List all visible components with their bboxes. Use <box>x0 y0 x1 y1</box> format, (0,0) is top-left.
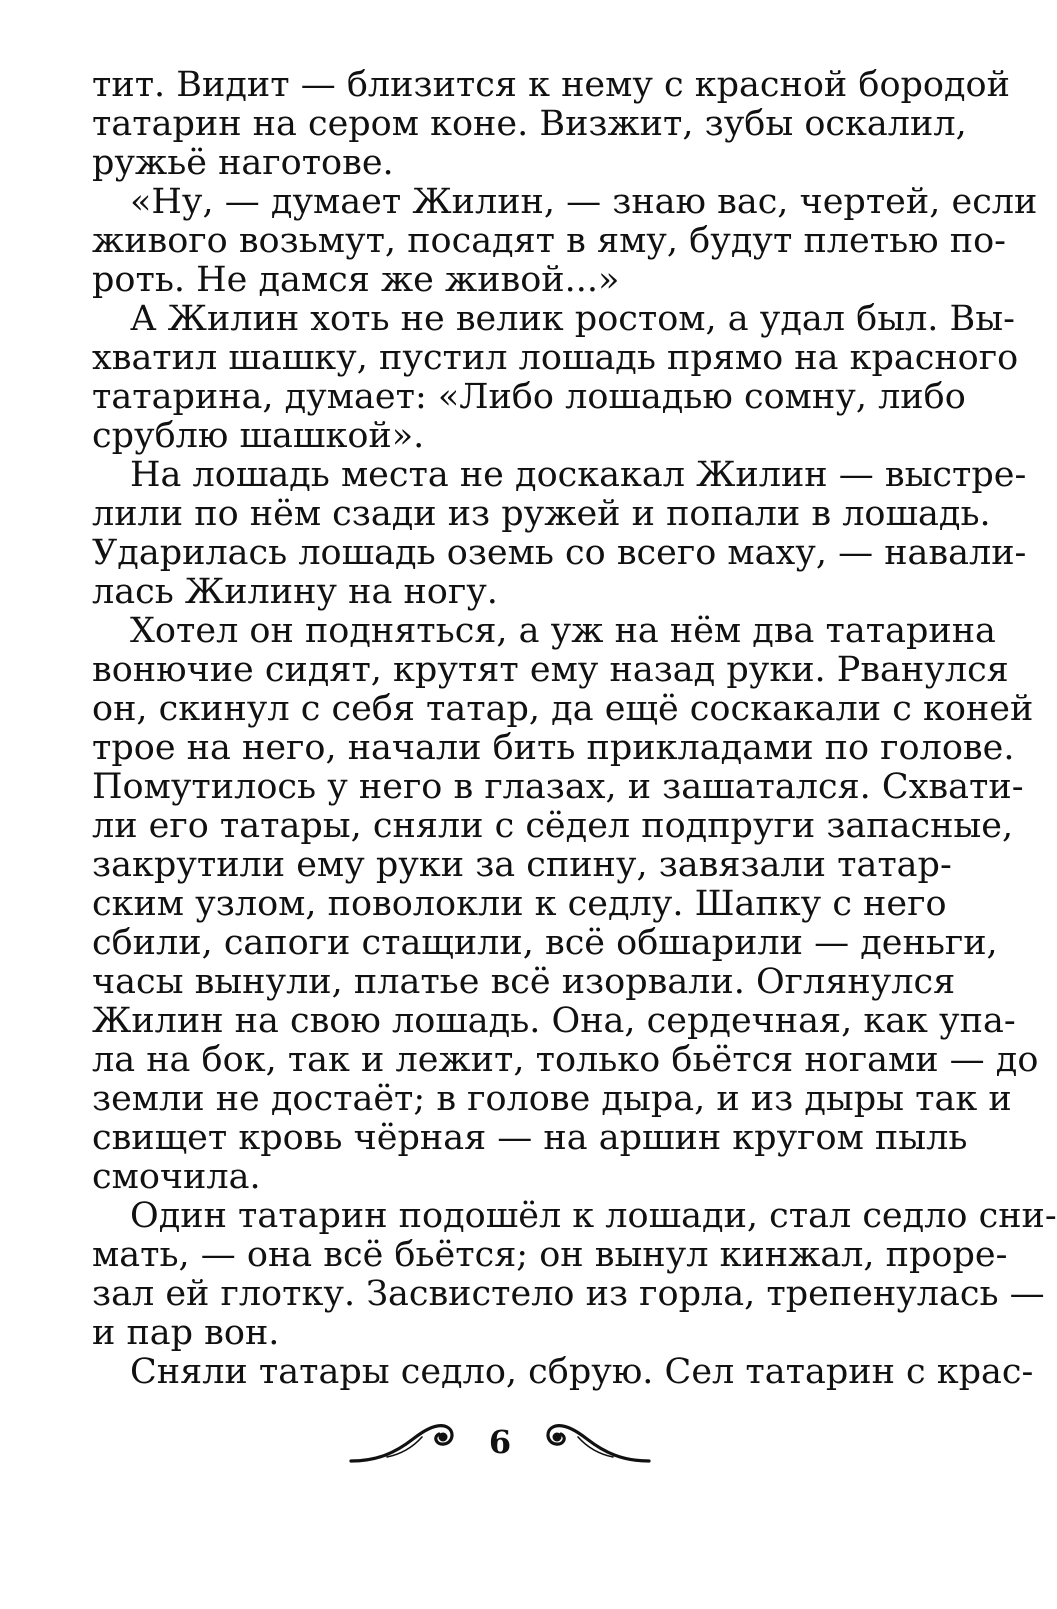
text-line: трое на него, начали бить прикладами по голове. <box>92 728 1015 768</box>
text-line: Хотел он подняться, а уж на нём два татарина <box>130 611 996 651</box>
paragraph <box>92 611 1039 1197</box>
text-line: лили по нём сзади из ружей и попали в лошадь. <box>92 494 991 534</box>
text-line: А Жилин хоть не велик ростом, а удал был. Вы- <box>130 299 1015 339</box>
text-line: сбили, сапоги стащили, всё обшарили — деньги, <box>92 923 998 963</box>
text-line: земли не достаёт; в голове дыра, и из дыры так и <box>92 1079 1012 1119</box>
text-line: роть. Не дамся же живой...» <box>92 260 620 300</box>
page-footer <box>0 1412 1000 1472</box>
text-line: закрутили ему руки за спину, завязали татар- <box>92 845 952 885</box>
swirl-ornament-right-icon <box>533 1417 653 1467</box>
text-line: он, скинул с себя татар, да ещё соскакали с коней <box>92 689 1034 729</box>
text-line: тит. Видит — близится к нему с красной бородой <box>92 65 1010 105</box>
text-line: На лошадь места не доскакал Жилин — выстре- <box>130 455 1027 495</box>
text-line: зал ей глотку. Засвистело из горла, трепенулась — <box>92 1274 1045 1314</box>
text-line: живого возьмут, посадят в яму, будут плетью по- <box>92 221 1006 261</box>
page-body <box>92 65 1057 1392</box>
paragraph <box>92 299 1019 456</box>
text-line: мать, — она всё бьётся; он вынул кинжал, проре- <box>92 1235 1008 1275</box>
text-line: Сняли татары седло, сбрую. Сел татарин с крас- <box>130 1352 1034 1392</box>
text-line: смочила. <box>92 1157 261 1197</box>
text-line: часы вынули, платье всё изорвали. Оглянулся <box>92 962 956 1002</box>
text-line: и пар вон. <box>92 1313 280 1353</box>
text-line: татарина, думает: «Либо лошадью сомну, либо <box>92 377 966 417</box>
text-line: Один татарин подошёл к лошади, стал седло сни- <box>130 1196 1057 1236</box>
text-line: хватил шашку, пустил лошадь прямо на красного <box>92 338 1019 378</box>
paragraph <box>92 1196 1057 1353</box>
text-line: ли его татары, сняли с сёдел подпруги запасные, <box>92 806 1014 846</box>
text-line: лась Жилину на ногу. <box>92 572 498 612</box>
text-line: ским узлом, поволокли к седлу. Шапку с него <box>92 884 947 924</box>
paragraph <box>92 65 1010 183</box>
text-line: ружьё наготове. <box>92 143 394 183</box>
text-line: вонючие сидят, крутят ему назад руки. Рванулся <box>92 650 1009 690</box>
text-line: срублю шашкой». <box>92 416 425 456</box>
paragraph <box>92 182 1038 300</box>
text-line: ла на бок, так и лежит, только бьётся ногами — до <box>92 1040 1039 1080</box>
text-line: свищет кровь чёрная — на аршин кругом пыль <box>92 1118 968 1158</box>
page-number: 6 <box>488 1423 512 1461</box>
text-line: Помутилось у него в глазах, и зашатался. Схвати- <box>92 767 1024 807</box>
paragraph <box>92 455 1027 612</box>
text-line: «Ну, — думает Жилин, — знаю вас, чертей, если <box>130 182 1038 222</box>
swirl-ornament-left-icon <box>347 1417 467 1467</box>
text-line: татарин на сером коне. Визжит, зубы оскалил, <box>92 104 967 144</box>
paragraph <box>92 1352 1034 1392</box>
text-line: Ударилась лошадь оземь со всего маху, — навали- <box>92 533 1027 573</box>
text-line: Жилин на свою лошадь. Она, сердечная, как упа- <box>92 1001 1016 1041</box>
